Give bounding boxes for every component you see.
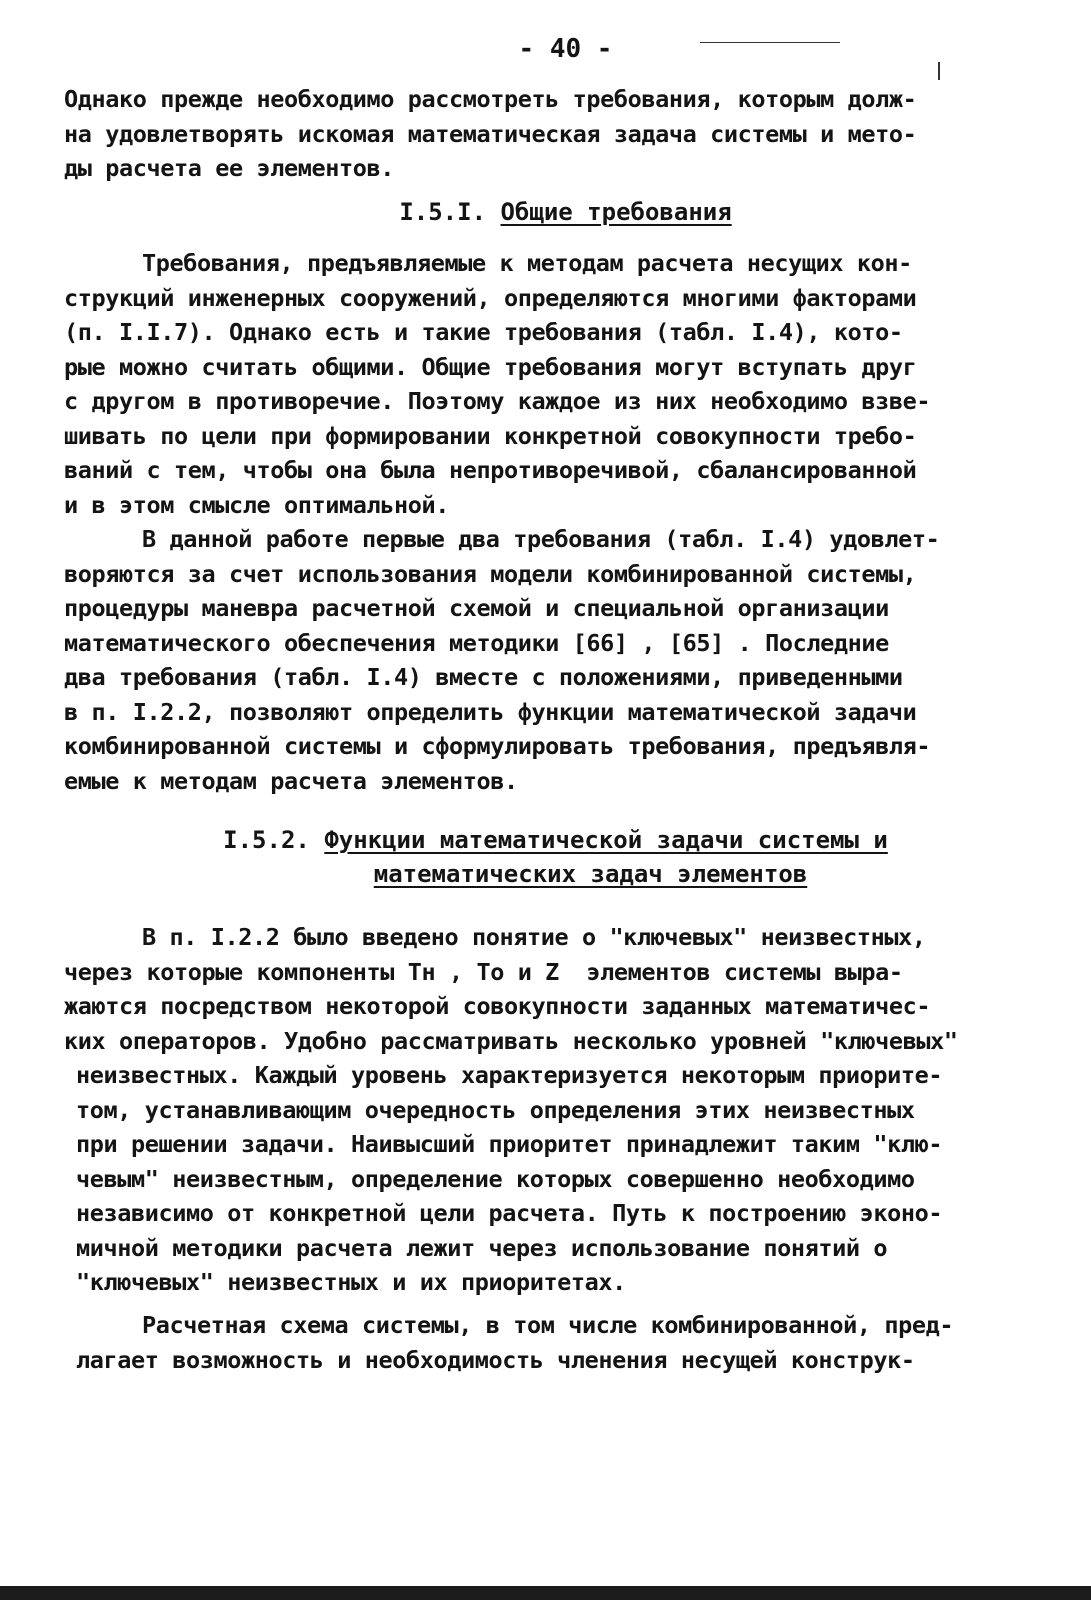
text-line: процедуры маневра расчетной схемой и специальной организации	[64, 594, 889, 622]
text-line: два требования (табл. I.4) вместе с положениями, приведенными	[64, 663, 903, 691]
text-line: мичной методики расчета лежит через использование понятий о	[76, 1233, 888, 1262]
text-line: и в этом смысле оптимальной.	[64, 490, 449, 519]
section-number: I.5.I.	[399, 198, 487, 226]
text-line: В данной работе первые два требования (табл. I.4) удовлет-	[142, 525, 940, 553]
section-heading-2-cont	[0, 860, 1091, 888]
text-line: шивать по цели при формировании конкретной совокупности требо-	[64, 421, 917, 450]
text-line: емые к методам расчета элементов.	[64, 766, 518, 795]
text-line: жаются посредством некоторой совокупности заданных математичес-	[64, 992, 931, 1020]
text-line: "ключевых" неизвестных и их приоритетах.	[76, 1268, 626, 1296]
section-title: Общие требования	[500, 198, 732, 226]
text-line: чевым" неизвестным, определение которых совершенно необходимо	[76, 1164, 915, 1193]
text-line: в п. I.2.2, позволяют определить функции математической задачи	[64, 697, 917, 726]
text-line: воряются за счет использования модели комбинированной системы,	[64, 559, 917, 588]
section-title-line-2: математических задач элементов	[373, 860, 808, 888]
page-number: - 40 -	[518, 34, 613, 64]
intro-paragraph	[64, 82, 1004, 186]
section-title-line-1: Функции математической задачи системы и	[324, 826, 888, 854]
text-line: независимо от конкретной цели расчета. Путь к построению эконо-	[76, 1199, 943, 1227]
section-heading-2	[0, 826, 1091, 854]
text-line: неизвестных. Каждый уровень характеризуется некоторым приорите-	[76, 1061, 943, 1089]
text-line: Расчетная схема системы, в том числе комбинированной, пред-	[142, 1311, 954, 1339]
text-line: с другом в противоречие. Поэтому каждое из них необходимо взве-	[64, 387, 931, 415]
text-line: ких операторов. Удобно рассматривать несколько уровней "ключевых"	[64, 1026, 958, 1055]
scan-artifact	[700, 42, 840, 43]
paragraph-key-unknowns	[64, 920, 1004, 1300]
paragraph-design-scheme	[64, 1308, 1004, 1377]
scan-bottom-border	[0, 1586, 1091, 1600]
section-heading-1	[0, 198, 1091, 226]
paragraph-general-requirements	[64, 246, 1004, 522]
text-line: на удовлетворять искомая математическая задача системы и мето-	[64, 119, 917, 148]
section-number: I.5.2.	[223, 826, 310, 854]
text-line: В п. I.2.2 было введено понятие о "ключевых" неизвестных,	[142, 923, 926, 951]
scan-artifact	[938, 62, 940, 80]
text-line: комбинированной системы и сформулировать требования, предъявля-	[64, 732, 931, 760]
text-line: при решении задачи. Наивысший приоритет принадлежит таким "клю-	[76, 1130, 943, 1158]
text-line: рые можно считать общими. Общие требования могут вступать друг	[64, 352, 917, 381]
text-line: через которые компоненты Тн , То и Z элементов системы выра-	[64, 957, 903, 986]
text-line: Однако прежде необходимо рассмотреть требования, которым долж-	[64, 85, 917, 113]
paragraph-this-work	[64, 522, 1004, 798]
text-line: Требования, предъявляемые к методам расчета несущих кон-	[142, 249, 912, 277]
text-line: том, устанавливающим очередность определения этих неизвестных	[76, 1095, 915, 1124]
text-line: ды расчета ее элементов.	[64, 154, 394, 182]
text-line: (п. I.I.7). Однако есть и такие требования (табл. I.4), кото-	[64, 318, 903, 346]
text-line: математического обеспечения методики [66] , [65] . Последние	[64, 628, 889, 657]
text-line: струкций инженерных сооружений, определяются многими факторами	[64, 283, 917, 312]
text-line: лагает возможность и необходимость членения несущей конструк-	[76, 1345, 915, 1374]
text-line: ваний с тем, чтобы она была непротиворечивой, сбалансированной	[64, 456, 917, 484]
